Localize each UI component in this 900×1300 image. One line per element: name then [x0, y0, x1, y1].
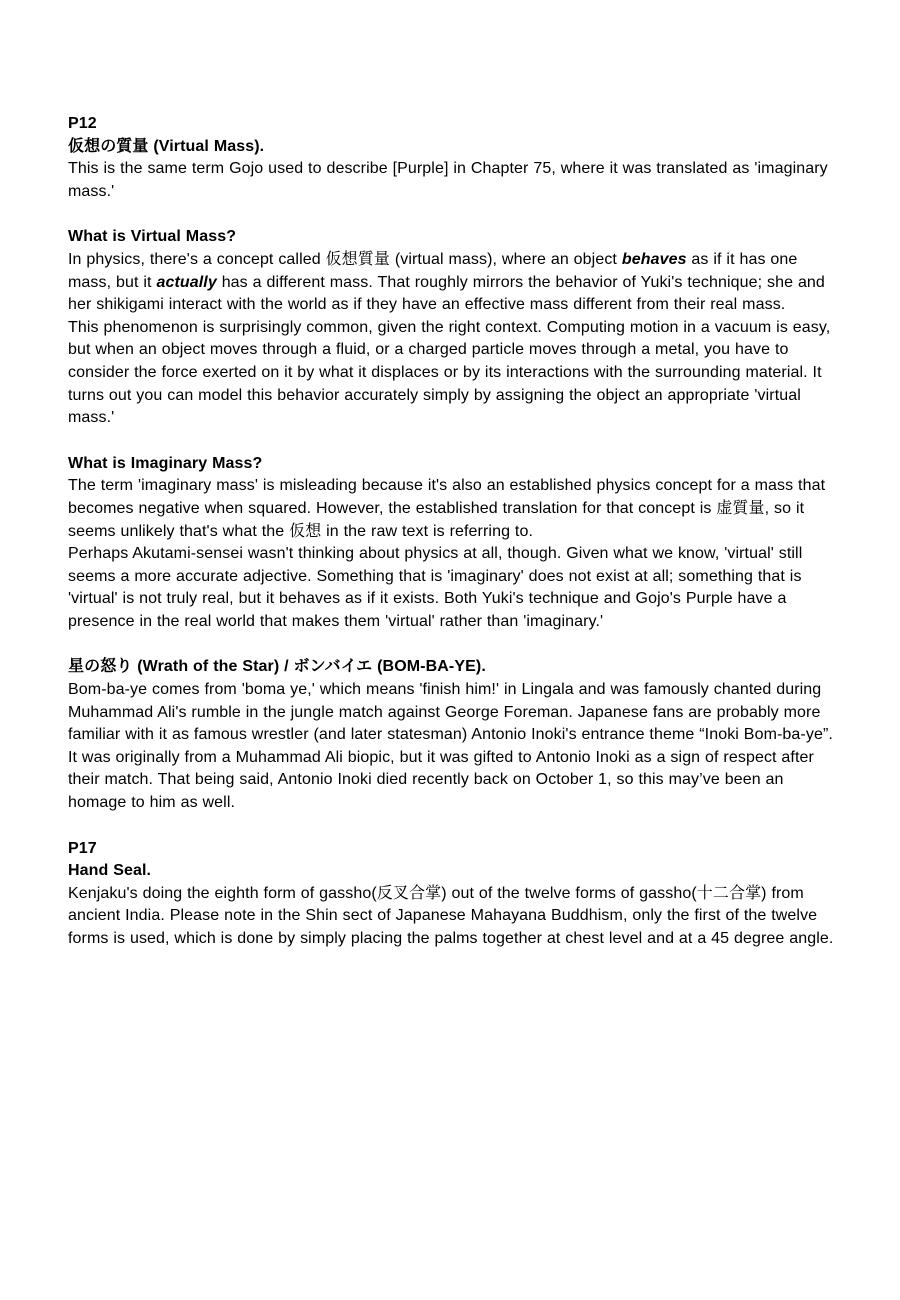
section-what-is-imaginary-mass	[68, 453, 835, 634]
term-heading-virtual-mass: 仮想の質量 (Virtual Mass).	[68, 137, 265, 155]
text-run: has a different mass. That roughly mirrors the behavior of Yuki's technique; she and her shikigami interact with the world as if they have an effective mass different from their real mass.	[68, 273, 825, 314]
heading-what-is-virtual-mass: What is Virtual Mass?	[68, 228, 237, 246]
text-run: as if it has one mass, but it	[68, 250, 798, 291]
section-what-is-virtual-mass	[68, 226, 835, 429]
paragraph-hand-seal: Kenjaku's doing the eighth form of gassho(反叉合掌) out of the twelve forms of gassho(十二合掌) from ancient India. Please note in the Shin sect of Japanese Mahayana Buddhism, only the first of the twelve forms is used, which is done by simply placing the palms together at chest level and at a 45 degree angle.	[68, 884, 834, 947]
paragraph-imaginary-mass-misleading: The term 'imaginary mass' is misleading because it's also an established physics concept for a mass that becomes negative when squared. However, the established translation for that concept is 虚質量, so it seems unlikely that's what the 仮想 in the raw text is referring to.	[68, 477, 826, 540]
section-bom-ba-ye	[68, 656, 835, 814]
term-heading-hand-seal: Hand Seal.	[68, 862, 152, 880]
paragraph-virtual-mass-phenomenon: This phenomenon is surprisingly common, given the right context. Computing motion in a vacuum is easy, but when an object moves through a fluid, or a charged particle moves through a metal, you have to consider the force exerted on it by what it displaces or by its interactions with the surrounding material. It turns out you can model this behavior accurately simply by assigning the object an appropriate 'virtual mass.'	[68, 318, 831, 427]
text-run: In physics, there's a concept called 仮想質量 (virtual mass), where an object	[68, 250, 622, 268]
page-ref-p12: P12	[68, 115, 97, 132]
section-p17	[68, 838, 835, 951]
term-heading-bom-ba-ye: 星の怒り (Wrath of the Star) / ボンバイエ (BOM-BA-YE).	[68, 658, 486, 676]
heading-what-is-imaginary-mass: What is Imaginary Mass?	[68, 454, 263, 472]
paragraph-virtual-mass-physics	[68, 249, 835, 317]
section-p12	[68, 113, 835, 203]
paragraph-bom-ba-ye: Bom-ba-ye comes from 'boma ye,' which means 'finish him!' in Lingala and was famously chanted during Muhammad Ali's rumble in the jungle match against George Foreman. Japanese fans are probably more familiar with it as famous wrestler (and later statesman) Antonio Inoki's entrance theme “Inoki Bom-ba-ye”. It was originally from a Muhammad Ali biopic, but it was gifted to Antonio Inoki as a sign of respect after their match. That being said, Antonio Inoki died recently back on October 1, so this may’ve been an homage to him as well.	[68, 681, 833, 812]
emphasis-actually: actually	[156, 273, 217, 291]
page-ref-p17: P17	[68, 839, 97, 857]
paragraph-imaginary-vs-virtual: Perhaps Akutami-sensei wasn't thinking about physics at all, though. Given what we know, 'virtual' still seems a more accurate adjective. Something that is 'imaginary' does not exist at all; something that is 'virtual' is not truly real, but it behaves as if it exists. Both Yuki's technique and Gojo's Purple have a presence in the real world that makes them 'virtual' rather than 'imaginary.'	[68, 545, 803, 630]
emphasis-behaves: behaves	[621, 250, 687, 268]
note-virtual-mass-intro: This is the same term Gojo used to describe [Purple] in Chapter 75, where it was translated as 'imaginary mass.'	[68, 160, 828, 200]
